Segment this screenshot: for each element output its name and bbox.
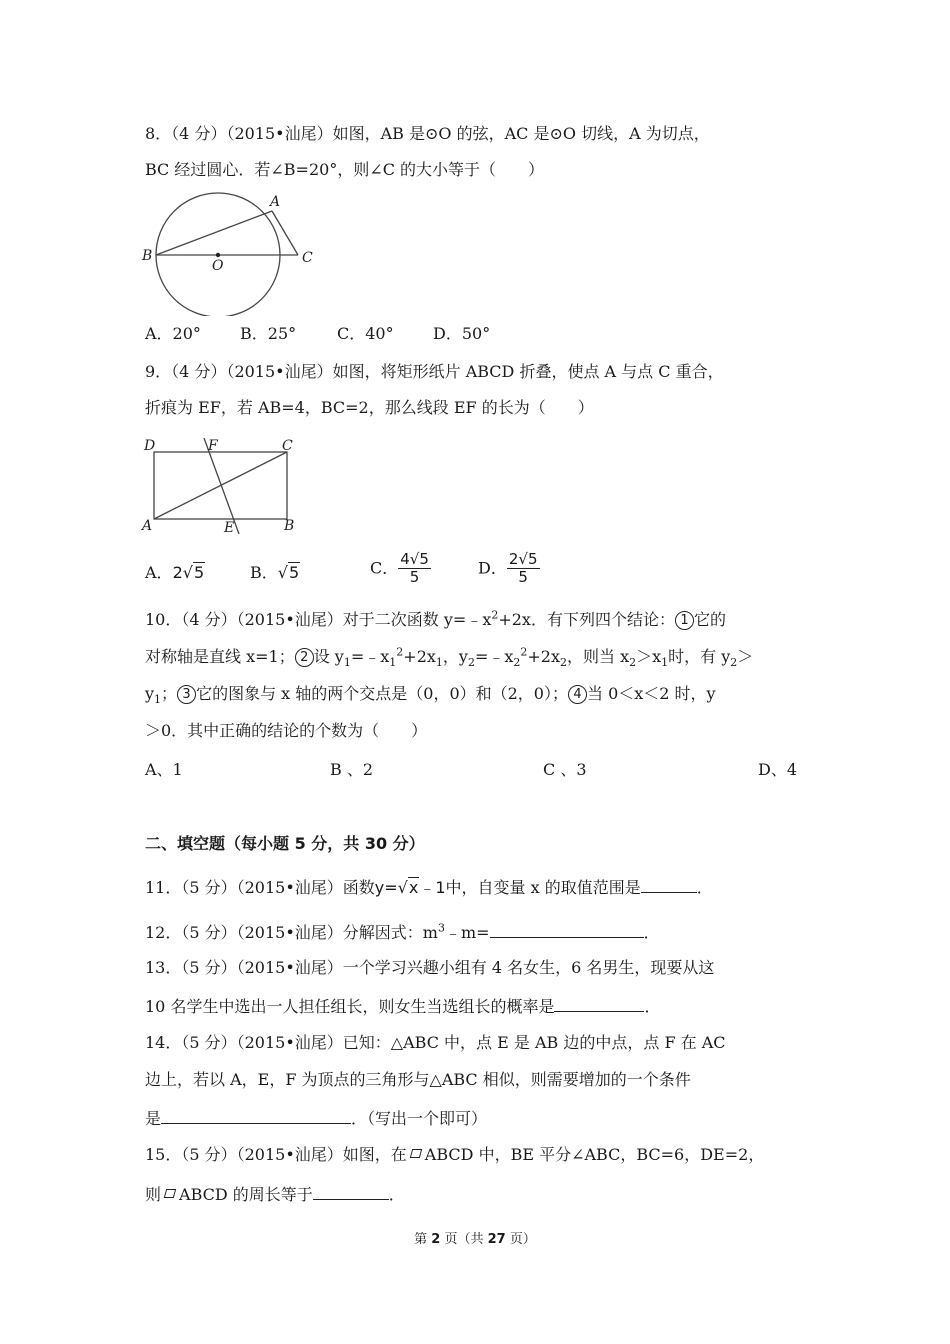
q9-option-d [478,551,540,586]
q9-figure [138,430,308,538]
q9-option-a-coef: 2 [172,563,183,582]
label-f: F [208,438,218,454]
q15-answer-blank[interactable] [313,1183,389,1200]
q12-line: 12．（5 分）（2015•汕尾）分解因式：$m^3﹣m=$ ． [145,921,660,942]
q14-line3: 是 ．（写出一个即可） [145,1109,488,1128]
q10-option-d: D、4 [758,760,798,779]
label-c: C [302,250,313,266]
q15-line1: 15．（5 分）（2015•汕尾）如图，在 ABCD 中，BE 平分∠ABC，BC=6，DE=2， [145,1145,765,1164]
circled-number-4: 4 [568,685,587,704]
q8-figure [138,186,328,316]
q8-option-b: B．25° [240,324,297,343]
q9-option-c [370,551,431,586]
circled-number-3: 3 [177,685,196,704]
q9-option-d-label: D． [478,558,507,578]
page-number: 2 [431,1232,441,1247]
q9-option-b [250,563,300,583]
section-heading-fill-in: 二、填空题（每小题 5 分，共 30 分） [145,834,425,853]
q13-line2: 10 名学生中选出一人担任组长，则女生当选组长的概率是 ． [145,997,661,1016]
parallelogram-icon [164,1189,176,1198]
label-c: C [282,438,293,454]
q14-answer-blank[interactable] [161,1107,351,1124]
label-e: E [224,520,235,536]
q9-option-b-label: B． [250,563,278,582]
q11-answer-blank[interactable] [641,876,697,893]
label-b: B [142,248,153,264]
q9-option-d-radicand: 5 [527,550,538,568]
label-b: B [284,518,295,534]
q9-option-b-radicand: 5 [288,563,300,582]
q14-line1: 14．（5 分）（2015•汕尾）已知：△ABC 中，点 E 是 AB 边的中点，点 F 在 AC [145,1033,726,1052]
q9-option-c-radicand: 5 [419,550,429,568]
q8-option-d: D．50° [433,324,491,343]
page-footer: 第 2 页（共 27 页） [414,1232,536,1247]
parallelogram-icon [410,1149,422,1158]
q11-line: 11．（5 分）（2015•汕尾）函数y=√x﹣1中，自变量 x 的取值范围是 ． [145,878,713,897]
q10-option-b: B 、2 [330,760,374,779]
q9-line1: 9．（4 分）（2015•汕尾）如图，将矩形纸片 ABCD 折叠，使点 A 与点 C 重合， [145,362,724,381]
q9-option-a-label: A． [145,563,173,582]
segment-ab [156,211,272,255]
diagonal-ac [154,452,287,519]
q14-line2: 边上，若以 A，E，F 为顶点的三角形与△ABC 相似，则需要增加的一个条件 [145,1070,691,1089]
q10-line4: ＞0．其中正确的结论的个数为（ ） [145,721,428,740]
q12-answer-blank[interactable] [490,921,644,938]
q11-formula: y=√x﹣1 [374,878,446,897]
q9-option-c-denominator: 5 [409,568,420,586]
q9-option-c-label: C． [370,558,399,578]
q9-option-c-coef: 4 [400,550,410,568]
page-total: 27 [487,1232,506,1247]
q8-line2: BC 经过圆心．若∠B=20°，则∠C 的大小等于（ ） [145,160,545,179]
label-a: A [270,194,281,210]
q9-option-d-coef: 2 [508,550,519,568]
q10-option-a: A、1 [145,760,183,779]
center-dot [216,253,220,257]
q10-line1: 10．（4 分）（2015•汕尾）对于二次函数 $y=﹣x^2+2x$．有下列四个结论： 1 它的 [145,608,726,629]
q10-line2: 对称轴是直线 x=1； 2 设 $y_1=﹣x_1^2+2x_1$，$y_2=﹣x_2^2+2x_2$，则当 $x_2>x_1$时，有 $y_2>$ [145,645,754,670]
label-d: D [144,438,156,454]
circled-number-1: 1 [675,611,694,630]
q13-answer-blank[interactable] [554,995,644,1012]
q9-option-d-fraction: $\frac{2√5}{5}$ [508,550,538,586]
q9-option-a-radicand: 5 [193,563,205,582]
label-a: A [142,518,153,534]
q9-option-d-denominator: 5 [518,568,528,586]
q13-line1: 13．（5 分）（2015•汕尾）一个学习兴趣小组有 4 名女生，6 名男生，现要从这 [145,958,715,977]
q9-option-c-fraction: $\frac{4√5}{5}$ [400,550,429,586]
q10-option-c: C 、3 [543,760,587,779]
q9-option-b-value: √5 [277,563,300,582]
q8-option-a: A．20° [145,324,201,343]
label-o: O [212,258,224,274]
q8-line1: 8．（4 分）（2015•汕尾）如图，AB 是⊙O 的弦，AC 是⊙O 切线，A 为切点， [145,124,710,143]
q8-option-c: C．40° [337,324,394,343]
circled-number-2: 2 [295,648,314,667]
q9-option-a-value: 2√5 [172,563,205,582]
q9-line2: 折痕为 EF，若 AB=4，BC=2，那么线段 EF 的长为（ ） [145,398,594,417]
q15-line2: 则 ABCD 的周长等于 ． [145,1185,405,1204]
q9-option-a [145,563,205,583]
q10-line3: $y_1$； 3 它的图象与 x 轴的两个交点是（0，0）和（2，0）； 4 当 0＜x＜2 时，y [145,684,716,707]
